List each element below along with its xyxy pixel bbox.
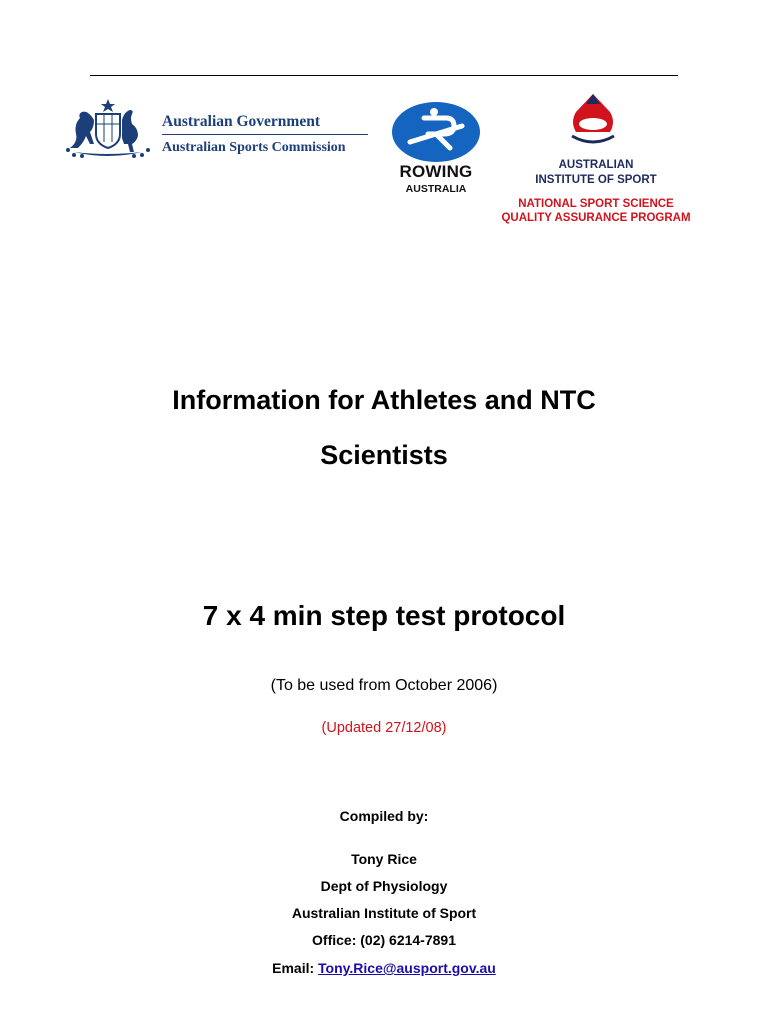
author-name: Tony Rice: [351, 851, 417, 867]
document-title-line-2: Scientists: [320, 440, 448, 470]
ais-line-1: AUSTRALIAN: [558, 159, 634, 171]
rowing-title: ROWING: [399, 162, 473, 181]
ais-line-4: QUALITY ASSURANCE PROGRAM: [501, 212, 691, 224]
ais-emblem-icon: [568, 92, 618, 148]
author-office-phone: Office: (02) 6214-7891: [312, 932, 456, 948]
rowing-australia-logo: [388, 98, 484, 202]
updated-note: (Updated 27/12/08): [321, 720, 447, 736]
ais-line-3: NATIONAL SPORT SCIENCE: [518, 198, 674, 210]
coat-of-arms-icon: [60, 98, 156, 160]
author-institute: Australian Institute of Sport: [291, 905, 477, 921]
email-link[interactable]: Tony.Rice@ausport.gov.au: [318, 960, 496, 976]
top-rule: [90, 75, 678, 76]
protocol-title: 7 x 4 min step test protocol: [202, 600, 566, 631]
gov-subtitle: Australian Sports Commission: [162, 140, 346, 155]
gov-title: Australian Government: [162, 113, 321, 130]
compiled-by-heading: Compiled by:: [339, 808, 429, 824]
rowing-emblem-icon: [388, 98, 484, 162]
author-email-line: [0, 960, 768, 976]
email-label: Email:: [272, 960, 319, 976]
usage-note: (To be used from October 2006): [270, 677, 498, 694]
ais-line-2: INSTITUTE OF SPORT: [535, 174, 657, 186]
document-title-line-1: Information for Athletes and NTC: [172, 385, 596, 415]
rowing-subtitle: AUSTRALIA: [405, 183, 467, 195]
author-department: Dept of Physiology: [320, 878, 448, 894]
australian-government-logo: [60, 98, 372, 164]
ais-logo: [496, 92, 706, 232]
gov-divider: [162, 134, 368, 135]
